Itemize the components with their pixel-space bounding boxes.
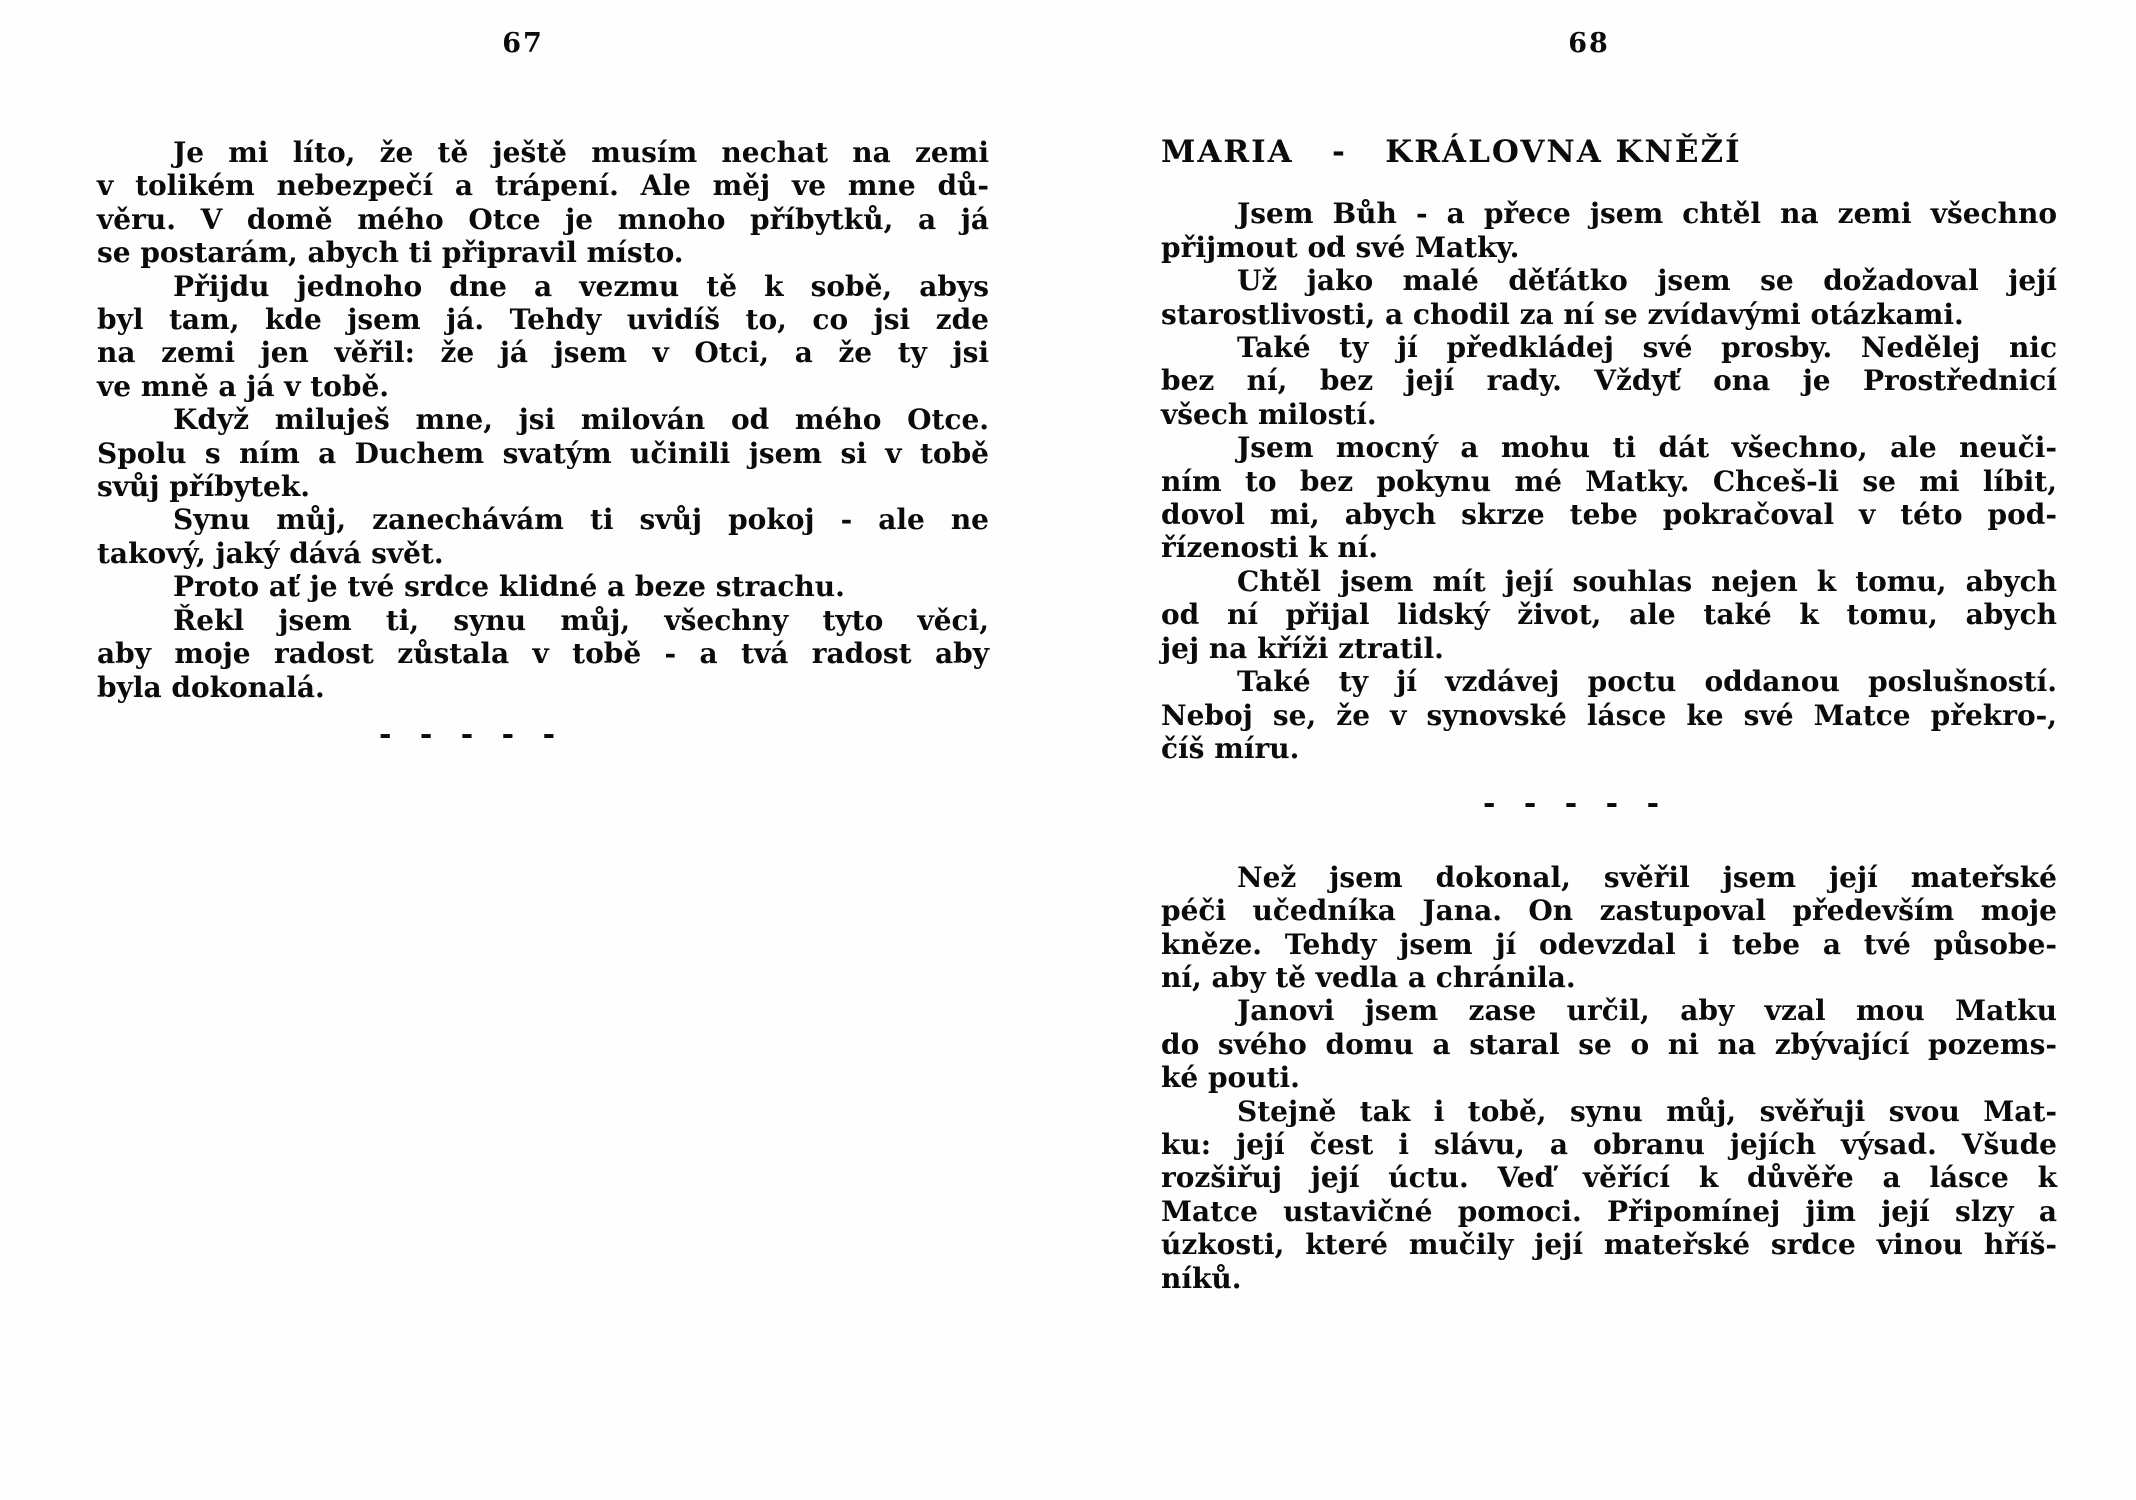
text-line: do svého domu a staral se o ni na zbývající pozems-: [1161, 1027, 2057, 1061]
chapter-heading: MARIA - KRÁLOVNA KNĚŽÍ: [1161, 134, 1742, 170]
text-line: aby moje radost zůstala v tobě - a tvá radost aby: [97, 637, 989, 671]
text-line: úzkosti, které mučily její mateřské srdce vinou hříš-: [1161, 1228, 2057, 1262]
text-line: takový, jaký dává svět.: [97, 536, 444, 570]
text-line: na zemi jen věřil: že já jsem v Otci, a že ty jsi: [97, 336, 989, 370]
left-page: [97, 136, 989, 751]
text-line: Když miluješ mne, jsi milován od mého Otce.: [173, 403, 989, 437]
text-line: Řekl jsem ti, synu můj, všechny tyto věci,: [173, 603, 989, 637]
text-line: ní, aby tě vedla a chránila.: [1161, 960, 1576, 994]
text-line: Jsem Bůh - a přece jsem chtěl na zemi všechno: [1237, 197, 2057, 231]
section-separator-right: - - - - -: [1483, 786, 1662, 822]
page-number-left: 67: [502, 28, 544, 59]
right-page: [1161, 136, 2057, 1295]
text-line: se postarám, abych ti připravil místo.: [97, 236, 684, 270]
text-line: číš míru.: [1161, 731, 1300, 765]
text-line: starostlivosti, a chodil za ní se zvídavými otázkami.: [1161, 297, 1964, 331]
text-line: věru. V domě mého Otce je mnoho příbytků, a já: [97, 202, 989, 236]
text-line: Je mi líto, že tě ještě musím nechat na zemi: [173, 136, 989, 169]
section-separator-left: - - - - -: [379, 716, 558, 752]
text-line: ké pouti.: [1161, 1061, 1300, 1095]
text-line: Chtěl jsem mít její souhlas nejen k tomu, abych: [1237, 564, 2057, 598]
text-line: Také ty jí vzdávej poctu oddanou poslušností.: [1237, 665, 2057, 699]
text-line: péči učedníka Jana. On zastupoval především moje: [1161, 894, 2057, 928]
text-line: v tolikém nebezpečí a trápení. Ale měj ve mne dů-: [97, 169, 989, 203]
text-line: Také ty jí předkládej své prosby. Nedělej nic: [1237, 331, 2057, 365]
text-line: byl tam, kde jsem já. Tehdy uvidíš to, co jsi zde: [97, 303, 989, 337]
text-line: kněze. Tehdy jsem jí odevzdal i tebe a tvé působe-: [1161, 927, 2057, 961]
text-line: Proto ať je tvé srdce klidné a beze strachu.: [173, 570, 845, 604]
text-line: Než jsem dokonal, svěřil jsem její mateřské: [1237, 860, 2057, 894]
text-line: Přijdu jednoho dne a vezmu tě k sobě, abys: [173, 269, 989, 303]
text-line: přijmout od své Matky.: [1161, 230, 1520, 264]
text-line: ním to bez pokynu mé Matky. Chceš-li se mi líbit,: [1161, 464, 2057, 498]
text-line: Matce ustavičné pomoci. Připomínej jim její slzy a: [1161, 1194, 2057, 1228]
text-line: Janovi jsem zase určil, aby vzal mou Matku: [1237, 994, 2057, 1028]
text-line: rozšiřuj její úctu. Veď věřící k důvěře a lásce k: [1161, 1161, 2057, 1195]
text-line: Synu můj, zanechávám ti svůj pokoj - ale ne: [173, 503, 989, 537]
right-page-section-2: [1161, 861, 2057, 1295]
text-line: Už jako malé děťátko jsem se dožadoval její: [1237, 264, 2057, 298]
left-page-text: [97, 136, 989, 704]
text-line: řízenosti k ní.: [1161, 531, 1379, 565]
text-line: ve mně a já v tobě.: [97, 369, 390, 403]
text-line: ku: její čest i slávu, a obranu jejích výsad. Všude: [1161, 1127, 2057, 1161]
text-line: svůj příbytek.: [97, 470, 310, 504]
text-line: Spolu s ním a Duchem svatým učinili jsem si v tobě: [97, 436, 989, 470]
text-line: Jsem mocný a mohu ti dát všechno, ale neuči-: [1237, 431, 2057, 465]
text-line: dovol mi, abych skrze tebe pokračoval v této pod-: [1161, 498, 2057, 532]
text-line: jej na kříži ztratil.: [1161, 631, 1444, 665]
text-line: byla dokonalá.: [97, 670, 325, 704]
page-number-right: 68: [1568, 28, 1610, 59]
text-line: Stejně tak i tobě, synu můj, svěřuji svou Mat-: [1237, 1094, 2057, 1128]
text-line: od ní přijal lidský život, ale také k tomu, abych: [1161, 598, 2057, 632]
text-line: níků.: [1161, 1261, 1242, 1295]
right-page-section-1: [1161, 197, 2057, 765]
text-line: Neboj se, že v synovské lásce ke své Matce překro-,: [1161, 698, 2057, 732]
text-line: všech milostí.: [1161, 397, 1377, 431]
text-line: bez ní, bez její rady. Vždyť ona je Prostřednicí: [1161, 364, 2057, 398]
